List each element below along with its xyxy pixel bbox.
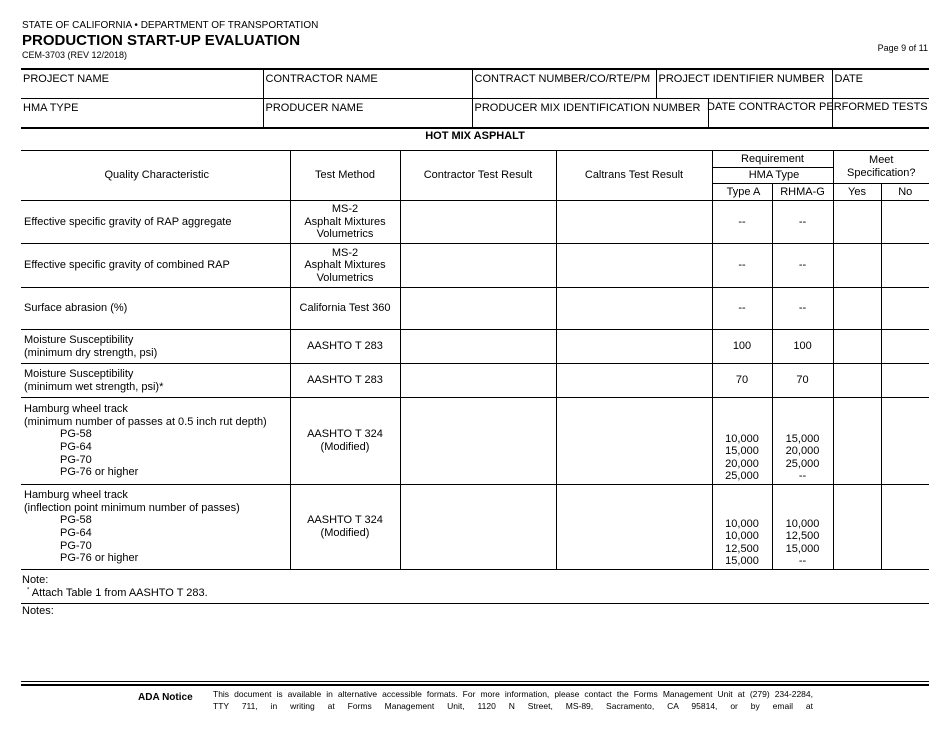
project-info-table [21, 68, 929, 129]
test-method-line: Asphalt Mixtures [304, 215, 386, 228]
producer-mix-id-field[interactable] [473, 99, 709, 127]
quality-line: (inflection point minimum number of passes) [24, 501, 240, 514]
type-a-value: 100 [712, 330, 772, 364]
test-method-line: Asphalt Mixtures [304, 259, 386, 272]
producer-mix-id-label: PRODUCER MIX IDENTIFICATION NUMBER [474, 102, 701, 114]
quality-line: (minimum wet strength, psi)* [24, 380, 164, 393]
meet-spec-yes-input[interactable] [833, 398, 881, 485]
test-method-cell: AASHTO T 283 [290, 330, 400, 364]
rhma-g-grade-value: -- [798, 470, 807, 483]
rhma-g-grade-value: 20,000 [785, 445, 820, 458]
agency-name: STATE OF CALIFORNIA • DEPARTMENT OF TRANSPORTATION [22, 20, 319, 31]
contractor-result-input[interactable] [400, 398, 556, 485]
test-method-cell [290, 201, 400, 244]
type-a-value [712, 398, 772, 485]
notes-input[interactable] [21, 620, 929, 678]
quality-line: Moisture Susceptibility [24, 367, 134, 380]
hma-evaluation-table [21, 150, 929, 570]
caltrans-result-input[interactable] [556, 201, 712, 244]
divider [21, 681, 929, 682]
meet-spec-yes-input[interactable] [833, 244, 881, 288]
test-method-line: AASHTO T 324 [307, 428, 383, 441]
type-a-grade-value: 10,000 [725, 432, 759, 445]
meet-spec-no-input[interactable] [881, 201, 929, 244]
meet-spec-yes-input[interactable] [833, 364, 881, 398]
contractor-result-input[interactable] [400, 288, 556, 330]
quality-line: Moisture Susceptibility [24, 333, 134, 346]
test-method-line: Volumetrics [316, 271, 374, 284]
type-a-grade-value: 15,000 [725, 445, 759, 458]
meet-spec-no-input[interactable] [881, 330, 929, 364]
contractor-result-input[interactable] [400, 201, 556, 244]
hma-type-label: HMA TYPE [23, 102, 79, 114]
rhma-g-value [772, 485, 833, 570]
section-title: HOT MIX ASPHALT [425, 130, 525, 142]
grade-label: PG-76 or higher [60, 466, 139, 479]
producer-name-label: PRODUCER NAME [265, 102, 364, 114]
contractor-name-label: CONTRACTOR NAME [265, 73, 378, 85]
quality-cell [21, 330, 290, 364]
caltrans-result-input[interactable] [556, 485, 712, 570]
caltrans-result-input[interactable] [556, 398, 712, 485]
grade-label: PG-70 [60, 453, 92, 466]
type-a-value [712, 485, 772, 570]
type-a-value: -- [712, 288, 772, 330]
col-meet-spec-header: Meet Specification? [833, 151, 929, 184]
rhma-g-grade-value: 15,000 [785, 542, 820, 555]
col-no-header: No [881, 184, 929, 201]
col-requirement-header: Requirement [712, 151, 833, 168]
project-identifier-label: PROJECT IDENTIFIER NUMBER [658, 73, 825, 85]
note-text: Attach Table 1 from AASHTO T 283. [31, 587, 208, 599]
test-method-cell [290, 244, 400, 288]
meet-spec-no-input[interactable] [881, 288, 929, 330]
grade-label: PG-58 [60, 428, 92, 441]
grade-label: PG-64 [60, 441, 92, 453]
contract-number-label: CONTRACT NUMBER/CO/RTE/PM [474, 73, 651, 85]
page-number: Page 9 of 11 [877, 43, 928, 53]
col-type-a-header: Type A [712, 184, 772, 201]
note-asterisk: * [27, 587, 30, 594]
rhma-g-grade-value: 15,000 [785, 432, 820, 445]
quality-cell: Effective specific gravity of combined RAP [21, 244, 290, 288]
test-method-cell [290, 485, 400, 570]
contractor-result-input[interactable] [400, 330, 556, 364]
test-method-cell [290, 398, 400, 485]
type-a-grade-value: 10,000 [725, 517, 759, 530]
ada-notice-text [213, 688, 813, 712]
meet-spec-no-input[interactable] [881, 244, 929, 288]
grade-label: PG-58 [60, 514, 92, 527]
project-identifier-field[interactable] [656, 69, 832, 99]
rhma-g-value [772, 398, 833, 485]
caltrans-result-input[interactable] [556, 288, 712, 330]
table-row [21, 485, 929, 570]
type-a-value: 70 [712, 364, 772, 398]
meet-spec-yes-input[interactable] [833, 330, 881, 364]
test-method-cell: AASHTO T 283 [290, 364, 400, 398]
ada-notice-line: TTY 711, in writing at Forms Management Unit, 1120 N Street, MS-89, Sacramento, CA 95814, or by email at [213, 701, 813, 711]
quality-cell [21, 485, 290, 570]
quality-cell: Surface abrasion (%) [21, 288, 290, 330]
caltrans-result-input[interactable] [556, 330, 712, 364]
date-label: DATE [834, 73, 864, 85]
meet-spec-no-input[interactable] [881, 398, 929, 485]
test-method-line: MS-2 [331, 246, 359, 259]
type-a-value: -- [712, 244, 772, 288]
rhma-g-grade-value: 25,000 [785, 457, 820, 470]
meet-spec-yes-input[interactable] [833, 288, 881, 330]
type-a-grade-value: 15,000 [725, 555, 759, 568]
quality-cell [21, 398, 290, 485]
type-a-grade-value: 10,000 [725, 530, 759, 543]
contractor-result-input[interactable] [400, 485, 556, 570]
type-a-grade-value: 12,500 [725, 542, 759, 555]
quality-line: (minimum number of passes at 0.5 inch rut depth) [24, 415, 267, 428]
grade-label: PG-70 [60, 539, 92, 552]
quality-line: Hamburg wheel track [24, 489, 128, 502]
rhma-g-value: -- [772, 201, 833, 244]
test-method-line: (Modified) [320, 527, 370, 539]
meet-spec-yes-input[interactable] [833, 485, 881, 570]
rhma-g-grade-value: 10,000 [785, 517, 820, 530]
meet-spec-no-input[interactable] [881, 364, 929, 398]
contractor-result-input[interactable] [400, 364, 556, 398]
rhma-g-value: 100 [772, 330, 833, 364]
project-name-label: PROJECT NAME [23, 73, 109, 85]
table-row [21, 364, 929, 398]
test-method-line: AASHTO T 324 [307, 514, 383, 527]
date-contractor-tests-label: DATE CONTRACTOR PERFORMED TESTS [707, 101, 928, 113]
rhma-g-grade-value: 12,500 [785, 530, 820, 543]
test-method-cell: California Test 360 [290, 288, 400, 330]
table-row [21, 244, 929, 288]
meet-spec-yes-input[interactable] [833, 201, 881, 244]
grade-label: PG-64 [60, 527, 92, 539]
col-rhma-g-header: RHMA-G [772, 184, 833, 201]
form-number: CEM-3703 (REV 12/2018) [22, 50, 128, 60]
contractor-name-field[interactable] [263, 69, 472, 99]
date-field[interactable] [832, 69, 929, 99]
divider [21, 684, 929, 686]
form-title: PRODUCTION START-UP EVALUATION [22, 32, 301, 49]
meet-spec-no-input[interactable] [881, 485, 929, 570]
col-yes-header: Yes [833, 184, 881, 201]
rhma-g-value: -- [772, 288, 833, 330]
type-a-grade-value: 25,000 [725, 470, 759, 483]
divider [21, 603, 929, 604]
quality-cell [21, 364, 290, 398]
ada-notice-line: This document is available in alternative accessible formats. For more information, please contact the Forms Management Unit at (279) 234-2284, [213, 689, 813, 699]
table-row [21, 398, 929, 485]
test-method-line: Volumetrics [316, 228, 374, 241]
note-text-line [27, 587, 208, 599]
col-test-method-header: Test Method [290, 151, 400, 201]
test-method-line: MS-2 [331, 203, 359, 216]
contractor-result-input[interactable] [400, 244, 556, 288]
project-name-field[interactable] [21, 69, 263, 99]
rhma-g-value: -- [772, 244, 833, 288]
caltrans-result-input[interactable] [556, 364, 712, 398]
table-row [21, 288, 929, 330]
ada-notice-label: ADA Notice [138, 692, 193, 703]
quality-line: Hamburg wheel track [24, 403, 128, 416]
test-method-line: (Modified) [320, 441, 370, 453]
hma-type-field[interactable] [21, 99, 263, 129]
note-label: Note: [22, 574, 49, 586]
rhma-g-value: 70 [772, 364, 833, 398]
contract-number-field[interactable] [472, 69, 656, 99]
col-hma-type-header: HMA Type [712, 168, 833, 184]
grade-label: PG-76 or higher [60, 552, 139, 565]
quality-line: (minimum dry strength, psi) [24, 346, 158, 359]
type-a-value: -- [712, 201, 772, 244]
rhma-g-grade-value: -- [798, 555, 807, 568]
table-row [21, 330, 929, 364]
table-row [21, 201, 929, 244]
notes-label: Notes: [22, 605, 54, 617]
col-caltrans-result-header: Caltrans Test Result [556, 151, 712, 201]
type-a-grade-value: 20,000 [725, 457, 759, 470]
col-contractor-result-header: Contractor Test Result [400, 151, 556, 201]
col-quality-header: Quality Characteristic [21, 151, 290, 201]
caltrans-result-input[interactable] [556, 244, 712, 288]
quality-cell: Effective specific gravity of RAP aggregate [21, 201, 290, 244]
producer-name-field[interactable] [263, 99, 472, 129]
